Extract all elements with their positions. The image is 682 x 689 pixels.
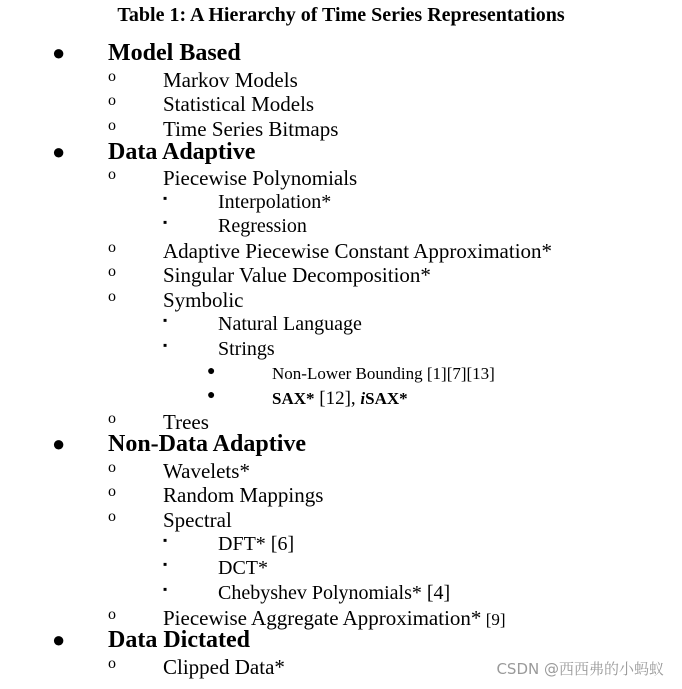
list-item-label: Model Based [108,40,241,66]
list-item-label: Markov Models [163,68,298,92]
bullet-icon: ● [207,364,216,379]
list-item-label: DFT* [6] [218,533,295,555]
bullet-icon: ● [207,388,216,403]
bullet-icon: ▪ [163,533,168,547]
list-item-label: Trees [163,410,209,434]
list-item-label: Interpolation* [218,191,332,213]
list-item-label: Data Dictated [108,627,250,653]
list-item-label: Chebyshev Polynomials* [4] [218,582,451,604]
list-item-label: Spectral [163,508,232,532]
bullet-icon: o [108,508,116,525]
list-item-label: Clipped Data* [163,655,285,679]
bullet-icon: o [108,288,116,305]
list-item-label: Data Adaptive [108,139,256,165]
bullet-icon: o [108,459,116,476]
bullet-icon: o [108,263,116,280]
list-item-label: Singular Value Decomposition* [163,263,431,287]
bullet-icon: o [108,483,116,500]
bullet-icon: ▪ [163,338,168,352]
list-item-label: Regression [218,215,307,237]
list-item-label: Natural Language [218,313,362,335]
list-item-label: Statistical Models [163,92,315,116]
list-item-label: Non-Data Adaptive [108,431,307,457]
watermark: CSDN @西西弗的小蚂蚁 [496,660,664,678]
list-item-label: Random Mappings [163,483,324,507]
list-item-label: Piecewise Polynomials [163,166,358,190]
list-item-label: Strings [218,338,275,360]
table-title: Table 1: A Hierarchy of Time Series Representations [117,4,565,26]
bullet-icon: ▪ [163,582,168,596]
bullet-icon: ● [52,627,66,652]
list-item-label: Non-Lower Bounding [1][7][13] [272,364,495,383]
circle-bullet-icon: o [108,606,116,623]
bullet-icon: o [108,239,116,256]
bullet-icon: ● [52,40,66,65]
bullet-icon: ▪ [163,557,168,571]
bullet-icon: ▪ [163,313,168,327]
bullet-icon: o [108,655,116,672]
list-item-label: Adaptive Piecewise Constant Approximation* [163,239,553,263]
bullet-icon: ▪ [163,215,168,229]
list-item-label: Wavelets* [163,459,250,483]
bullet-icon: o [108,68,116,85]
bullet-icon: o [108,117,116,134]
bullet-icon: o [108,166,116,183]
bullet-icon: o [108,92,116,109]
bullet-icon: ● [52,431,66,456]
list-item-label: DCT* [218,557,268,579]
list-item-label: Symbolic [163,288,244,312]
list-item-label: Time Series Bitmaps [163,117,339,141]
bullet-icon: o [108,410,116,427]
bullet-icon: ● [52,139,66,164]
bullet-icon: ▪ [163,191,168,205]
